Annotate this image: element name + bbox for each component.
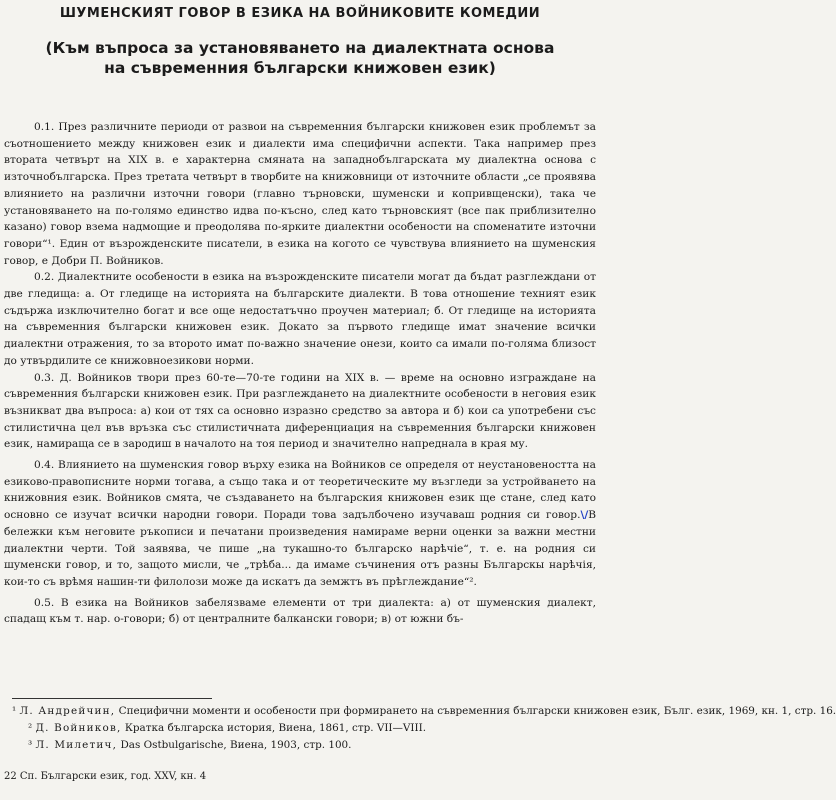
footnote-number: ³	[28, 739, 33, 751]
paragraph-0-4-part-a: 0.4. Влиянието на шуменския говор върху езика на Войников се определя от неустановеността на езиково-правописните норми тогава, а също така и от теоретическите му възгледи за устройването на книжовния език. Войников смята, че създаването на българския книжовен език ще стане, след като основно се изучат всички народни говори. Поради това задълбочено изучаваш родния си говор.	[4, 459, 596, 522]
paragraph-0-2: 0.2. Диалектните особености в езика на възрожденските писатели могат да бъдат разглеждани от две гледища: а. От гледище на историята на българските диалекти. В това отношение техният език съдържа изключително богат и все още недостатъчно проучен материал; б. От гледище на историята на съвременния български книжовен език. Докато за първото гледище имат значение всички диалектни отражения, то за второто имат по-важно значение онези, които са имали по-голяма близост до утвърдилите се книжовноезикови норми.	[4, 271, 596, 367]
footnote-3	[12, 737, 572, 754]
footnote-text: Кратка българска история, Виена, 1861, стр. VII—VIII.	[124, 722, 427, 734]
page-footer: 22 Сп. Български език, год. XXV, кн. 4	[4, 771, 207, 782]
handwritten-insertion-mark: \/	[580, 509, 589, 522]
paragraph-0-4-part-b: В бележки към неговите ръкописи и печатани произведения намираме верни оценки за важни местни диалектни черти. Той заявява, че пише „на тукашно-то българско нарѣчіе“, т. е. на родния си шуменски говор, и то, защото мисли, че „трѣба... да имаме съчинения отъ разны Българскы нарѣчія, кои-то съ врѣмя нашин-ти филолози може да искатъ да земжтъ въ прѣглеждание“².	[4, 509, 596, 588]
article-title: ШУМЕНСКИЯТ ГОВОР В ЕЗИКА НА ВОЙНИКОВИТЕ КОМЕДИИ	[59, 6, 541, 21]
paragraph-0-4	[4, 457, 596, 591]
footnote-divider	[12, 698, 212, 699]
footnote-author: Д. Войников,	[35, 722, 122, 734]
footnote-number: ²	[28, 722, 33, 734]
footnote-text: Das Ostbulgarische, Виена, 1903, стр. 100.	[120, 739, 352, 751]
footnote-author: Л. Милетич,	[35, 739, 118, 751]
footnote-author: Л. Андрейчин,	[19, 705, 116, 717]
article-subtitle: (Към въпроса за установяването на диалектната основа на съвременния български книжовен език)	[45, 39, 555, 77]
paragraph-0-3: 0.3. Д. Войников твори през 60-те—70-те години на XIX в. — време на основно изграждане на съвременния български книжовен език. При разглеждането на диалектните особености в неговия език възникват два въпроса: а) кои от тях са основно изразно средство за автора и б) кои са употребени със стилистична цел във връзка със стилистичната диференциация на съвременния български книжовен език, намираща се в зародиш в началото на тоя период и значително напреднала в края му.	[4, 371, 596, 451]
footnote-number: ¹	[12, 705, 17, 717]
article-body	[4, 119, 596, 628]
footnotes	[12, 703, 836, 754]
footnote-2	[12, 720, 572, 737]
footnote-1	[12, 703, 836, 720]
paragraph-0-5: 0.5. В езика на Войников забелязваме елементи от три диалекта: а) от шуменския диалект, спадащ към т. нар. о-говори; б) от централните балкански говори; в) от южни бъ-	[4, 596, 596, 626]
paragraph-0-1: 0.1. През различните периоди от развои на съвременния български книжовен език проблемът за съотношението между книжовен език и диалекти има специфични аспекти. Така например през втората четвърт на XIX в. е характерна смяната на западнобългарската му диалектна основа с източнобългарска. През третата четвърт в творбите на книжовници от източните области „се проявява влиянието на различни източни говори (главно търновски, шуменски и копривщенски), така че установяването на по-голямо единство идва по-късно, след като търновският (все пак приблизително казано) говор взема надмощие и преодолява по-ярките диалектни особености на споменатите източни говори“¹. Един от възрожденските писатели, в езика на когото се чувствува влиянието на шуменския говор, е Добри П. Войников.	[4, 121, 596, 267]
footnote-text: Специфични моменти и особености при формирането на съвременния български книжовен език, Бълг. език, 1969, кн. 1, стр. 16.	[118, 705, 836, 717]
